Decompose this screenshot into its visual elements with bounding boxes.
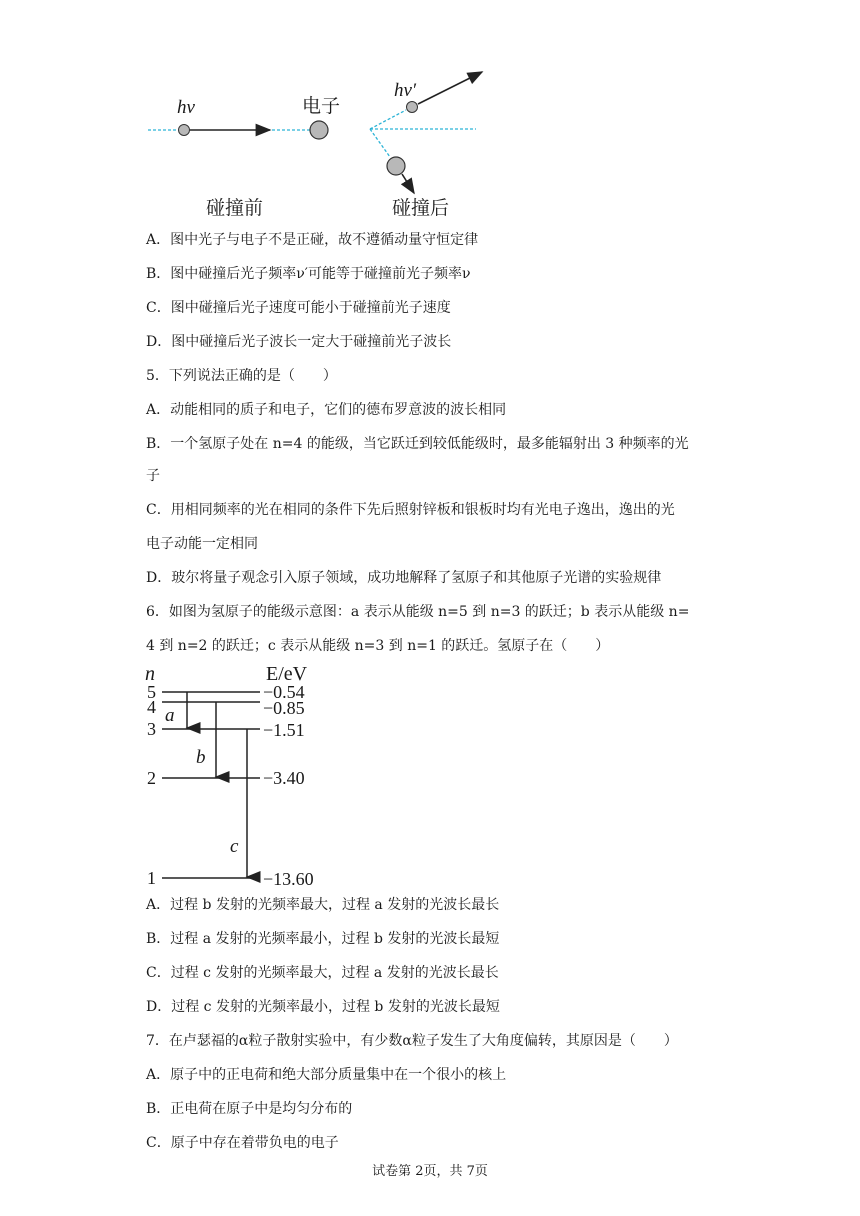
q5-option-d: D．玻尔将量子观念引入原子领域，成功地解释了氢原子和其他原子光谱的实验规律 bbox=[146, 570, 662, 586]
electron-after-icon bbox=[387, 157, 405, 175]
q6-option-d: D．过程 c 发射的光频率最小，过程 b 发射的光波长最短 bbox=[146, 999, 500, 1015]
q5-option-b-cont: 子 bbox=[146, 468, 160, 484]
level-n-2: 2 bbox=[147, 768, 156, 788]
q7-stem: 7．在卢瑟福的α粒子散射实验中，有少数α粒子发生了大角度偏转，其原因是（ ） bbox=[146, 1033, 678, 1049]
transition-c-label: c bbox=[230, 836, 239, 857]
transition-b-label: b bbox=[196, 747, 206, 768]
scatter-dashed-down bbox=[370, 129, 390, 157]
photon-after-icon bbox=[407, 102, 418, 113]
photon-before-icon bbox=[179, 125, 190, 136]
q4-option-a: A．图中光子与电子不是正碰，故不遵循动量守恒定律 bbox=[146, 232, 479, 248]
electron-before-icon bbox=[310, 121, 328, 139]
before-caption: 碰撞前 bbox=[206, 198, 264, 219]
q6-option-a: A．过程 b 发射的光频率最大，过程 a 发射的光波长最长 bbox=[146, 897, 500, 913]
transition-a-label: a bbox=[165, 705, 175, 726]
q4-option-d: D．图中碰撞后光子波长一定大于碰撞前光子波长 bbox=[146, 334, 452, 350]
scatter-dashed-up bbox=[370, 110, 406, 129]
q6-stem-line2: 4 到 n=2 的跃迁；c 表示从能级 n=3 到 n=1 的跃迁。氢原子在（ ） bbox=[146, 638, 610, 654]
level-n-4: 4 bbox=[147, 697, 156, 717]
level-n-1: 1 bbox=[147, 868, 156, 888]
energy-level-diagram bbox=[140, 658, 340, 893]
q6-stem-line1: 6．如图为氢原子的能级示意图：a 表示从能级 n=5 到 n=3 的跃迁；b 表示从能级 n= bbox=[146, 604, 690, 620]
level-energy-4: −0.85 bbox=[263, 698, 305, 718]
level-energy-1: −13.60 bbox=[263, 869, 314, 889]
q6-option-c: C．过程 c 发射的光频率最大，过程 a 发射的光波长最长 bbox=[146, 965, 499, 981]
q6-option-b: B．过程 a 发射的光频率最小，过程 b 发射的光波长最短 bbox=[146, 931, 500, 947]
q5-stem: 5．下列说法正确的是（ ） bbox=[146, 368, 337, 384]
energy-axis-header: E/eV bbox=[266, 663, 308, 685]
q5-option-c: C．用相同频率的光在相同的条件下先后照射锌板和银板时均有光电子逸出，逸出的光 bbox=[146, 502, 675, 518]
page-footer: 试卷第 2页，共 7页 bbox=[372, 1164, 488, 1179]
electron-after-arrow bbox=[402, 174, 414, 193]
compton-diagram bbox=[140, 60, 500, 225]
electron-label: 电子 bbox=[302, 96, 341, 117]
q7-option-a: A．原子中的正电荷和绝大部分质量集中在一个很小的核上 bbox=[146, 1067, 507, 1083]
q5-option-c-cont: 电子动能一定相同 bbox=[146, 536, 258, 552]
q5-option-a: A．动能相同的质子和电子，它们的德布罗意波的波长相同 bbox=[146, 402, 507, 418]
q4-option-b: B．图中碰撞后光子频率ν′可能等于碰撞前光子频率ν bbox=[146, 266, 471, 282]
level-energy-3: −1.51 bbox=[263, 720, 305, 740]
n-axis-header: n bbox=[145, 663, 155, 685]
after-caption: 碰撞后 bbox=[392, 198, 450, 219]
level-energy-5: −0.54 bbox=[263, 682, 305, 702]
level-n-5: 5 bbox=[147, 682, 156, 702]
q5-option-b: B．一个氢原子处在 n=4 的能级，当它跃迁到较低能级时，最多能辐射出 3 种频率的光 bbox=[146, 436, 689, 452]
level-n-3: 3 bbox=[147, 719, 156, 739]
photon-after-arrow bbox=[418, 72, 482, 104]
photon-after-label: hv′ bbox=[394, 80, 417, 101]
q7-option-c: C．原子中存在着带负电的电子 bbox=[146, 1135, 339, 1151]
q4-option-c: C．图中碰撞后光子速度可能小于碰撞前光子速度 bbox=[146, 300, 451, 316]
q7-option-b: B．正电荷在原子中是均匀分布的 bbox=[146, 1101, 353, 1117]
level-energy-2: −3.40 bbox=[263, 768, 305, 788]
photon-before-label: hv bbox=[177, 97, 195, 118]
